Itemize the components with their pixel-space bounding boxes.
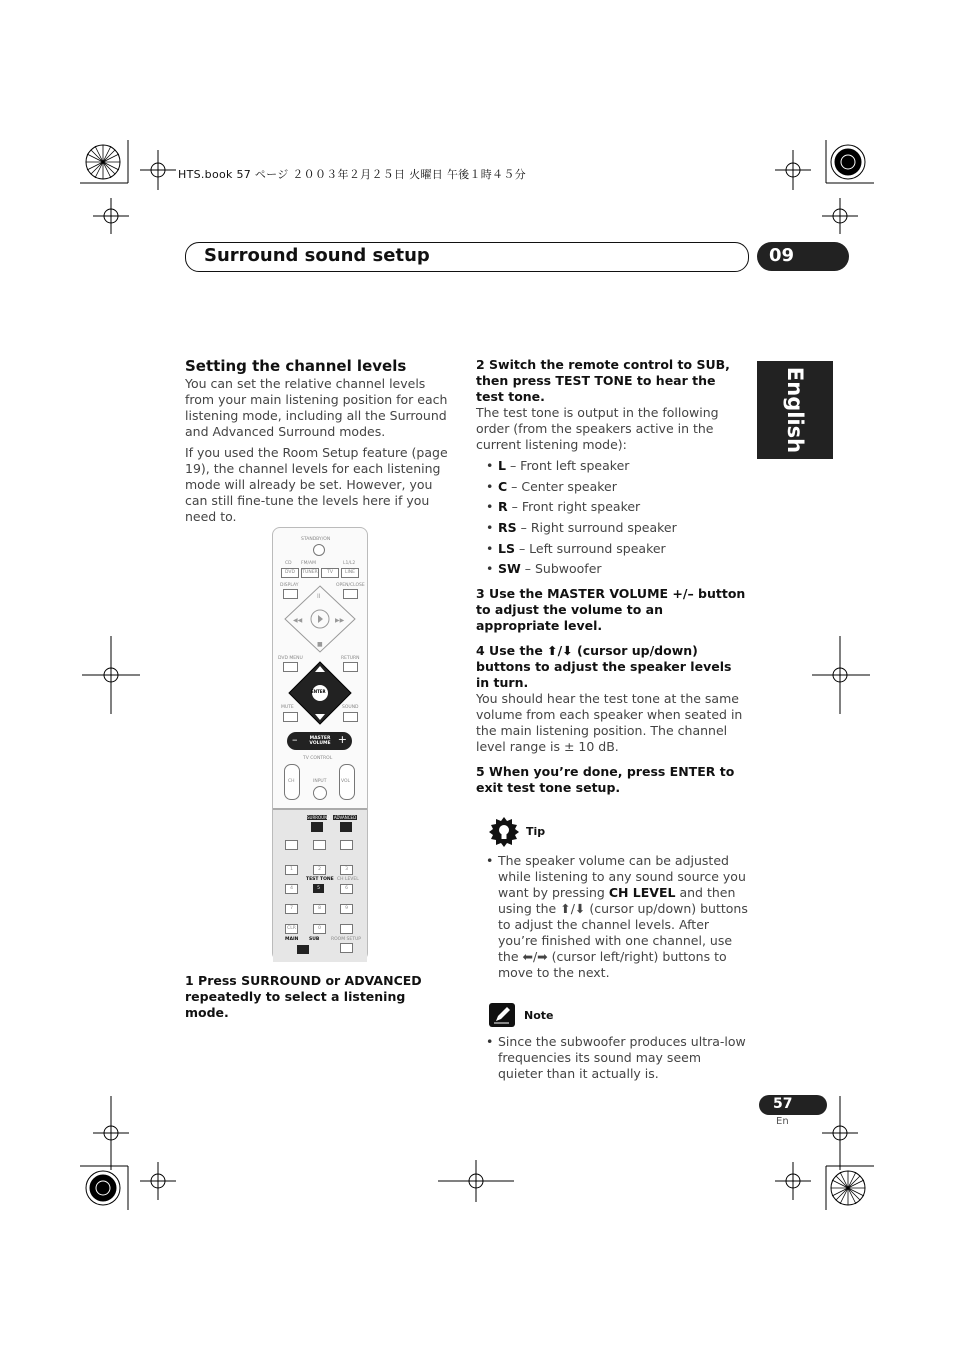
chapter-number-badge <box>757 242 849 271</box>
key-8: 8 <box>313 904 326 914</box>
vol-label: VOL <box>341 779 351 784</box>
note-text: • Since the subwoofer produces ultra-low frequencies its sound may seem quieter than it actually is. <box>476 1034 748 1082</box>
tv-key: TV <box>321 568 339 578</box>
tv-control-label: TV CONTROL <box>303 756 333 761</box>
lightbulb-icon <box>489 817 519 847</box>
ch-level-label: CH LEVEL <box>337 877 359 882</box>
remote-lower-panel <box>273 808 367 962</box>
transport-pad-icon <box>281 584 359 654</box>
power-icon <box>313 544 325 556</box>
section-title: Surround sound setup <box>204 245 430 266</box>
speaker-item: • L – Front left speaker <box>476 458 748 479</box>
remote-control-illustration <box>272 527 368 961</box>
return-label: RETURN <box>341 656 360 661</box>
step-2-title: 2 Switch the remote control to SUB, then press TEST TONE to hear the test tone. <box>476 357 730 404</box>
line-key: LINE <box>341 568 359 578</box>
display-label: DISPLAY <box>280 583 299 588</box>
mute-key <box>283 712 298 722</box>
speaker-order-list <box>476 458 748 582</box>
tuner-key: TUNER <box>301 568 319 578</box>
enter-key-lower <box>340 924 353 934</box>
surround-key <box>311 822 323 832</box>
input-key <box>313 786 327 800</box>
intro-paragraph: You can set the relative channel levels from your main listening position for each listening mode, including all the Surround and Advanced Surround modes. <box>185 376 448 439</box>
key-7: 7 <box>285 904 298 914</box>
key-4: 4 <box>285 884 298 894</box>
key-row-a-1 <box>285 840 298 850</box>
speaker-item: • LS – Left surround speaker <box>476 541 748 562</box>
page-language: En <box>776 1116 789 1127</box>
step-2-body: The test tone is output in the following order (from the speakers active in the current listening mode): <box>476 405 719 452</box>
main-sub-switch <box>297 945 309 954</box>
enter-label: ENTER <box>311 689 326 694</box>
surround-label: SURROUND <box>307 815 331 820</box>
step-4-title: 4 Use the ⬆/⬇ (cursor up/down) buttons to adjust the speaker levels in turn. <box>476 643 732 690</box>
key-row-a-3 <box>340 840 353 850</box>
speaker-item: • SW – Subwoofer <box>476 561 748 582</box>
room-setup-paragraph: If you used the Room Setup feature (page 19), the channel levels for each listening mode will already be set. However, you can still fine-tune the levels here if you need to. <box>185 445 448 524</box>
section-heading: Setting the channel levels <box>185 357 407 375</box>
language-label: English <box>783 366 807 454</box>
speaker-item: • RS – Right surround speaker <box>476 520 748 541</box>
svg-text:■: ■ <box>317 641 323 648</box>
key-0: 0 <box>313 924 326 934</box>
key-2: 2 <box>313 865 326 875</box>
registration-mark-top-left <box>86 145 120 179</box>
note-label: Note <box>524 1009 554 1022</box>
registration-mark-bottom-left <box>86 1171 120 1205</box>
room-setup-key <box>340 943 353 953</box>
language-tab <box>757 361 833 459</box>
step-3: 3 Use the MASTER VOLUME +/– button to adjust the volume to an appropriate level. <box>476 586 746 633</box>
advanced-label: ADVANCED <box>333 815 357 820</box>
key-5-test-tone: 5 <box>313 884 324 893</box>
svg-text:◀◀: ◀◀ <box>293 617 303 624</box>
open-close-label: OPEN/CLOSE <box>336 583 365 588</box>
registration-mark-top-right <box>831 145 865 179</box>
svg-text:▶▶: ▶▶ <box>335 617 345 624</box>
dvd-key: DVD <box>281 568 299 578</box>
cd-label: CD <box>285 561 292 566</box>
fm-am-label: FM/AM <box>301 561 316 566</box>
standby-label: STANDBY/ON <box>301 537 331 542</box>
room-setup-label: ROOM SETUP <box>331 937 361 942</box>
l1-l2-label: L1/L2 <box>343 561 356 566</box>
registration-mark-bottom-right <box>831 1171 865 1205</box>
page-number: 57 <box>773 1096 793 1112</box>
mute-label: MUTE <box>281 705 294 710</box>
print-header: HTS.book 57 ページ ２００３年２月２５日 火曜日 午後１時４５分 <box>178 168 526 181</box>
sound-key <box>343 712 358 722</box>
chapter-number: 09 <box>769 245 795 266</box>
key-3: 3 <box>340 865 353 875</box>
main-label: MAIN <box>285 937 299 942</box>
clr-key: CLR <box>285 924 298 934</box>
pencil-note-icon <box>489 1003 515 1027</box>
section-header-bar <box>185 242 749 272</box>
key-9: 9 <box>340 904 353 914</box>
page-number-badge <box>759 1095 827 1115</box>
key-6-ch-level: 6 <box>340 884 353 894</box>
key-row-a-2 <box>313 840 326 850</box>
dvd-menu-label: DVD MENU <box>278 656 303 661</box>
sound-label: SOUND <box>342 705 359 710</box>
tip-label: Tip <box>526 825 546 838</box>
step-4-body: You should hear the test tone at the same volume from each speaker when seated in the main listening position. The channel level range is ± 10 dB. <box>476 691 743 754</box>
master-volume-label: MASTER VOLUME <box>309 736 331 746</box>
input-label: INPUT <box>313 779 327 784</box>
svg-text:II: II <box>317 593 321 600</box>
tip-text: • The speaker volume can be adjusted while listening to any sound source you want by pressing CH LEVEL and then using the ⬆/⬇ (cursor up/down) buttons to adjust the channel levels. After you’re finished with one channel, use the ⬅/➡ (cursor left/right) buttons to move to the next. <box>476 853 748 981</box>
master-volume-key: – + MASTER VOLUME <box>287 732 352 750</box>
key-1: 1 <box>285 865 298 875</box>
sub-label: SUB <box>309 937 320 942</box>
step-1: 1 Press SURROUND or ADVANCED repeatedly to select a listening mode. <box>185 973 422 1020</box>
test-tone-label: TEST TONE <box>306 877 334 882</box>
step-5: 5 When you’re done, press ENTER to exit test tone setup. <box>476 764 735 795</box>
advanced-key <box>340 822 352 832</box>
speaker-item: • C – Center speaker <box>476 479 748 500</box>
ch-label: CH <box>288 779 295 784</box>
speaker-item: • R – Front right speaker <box>476 499 748 520</box>
